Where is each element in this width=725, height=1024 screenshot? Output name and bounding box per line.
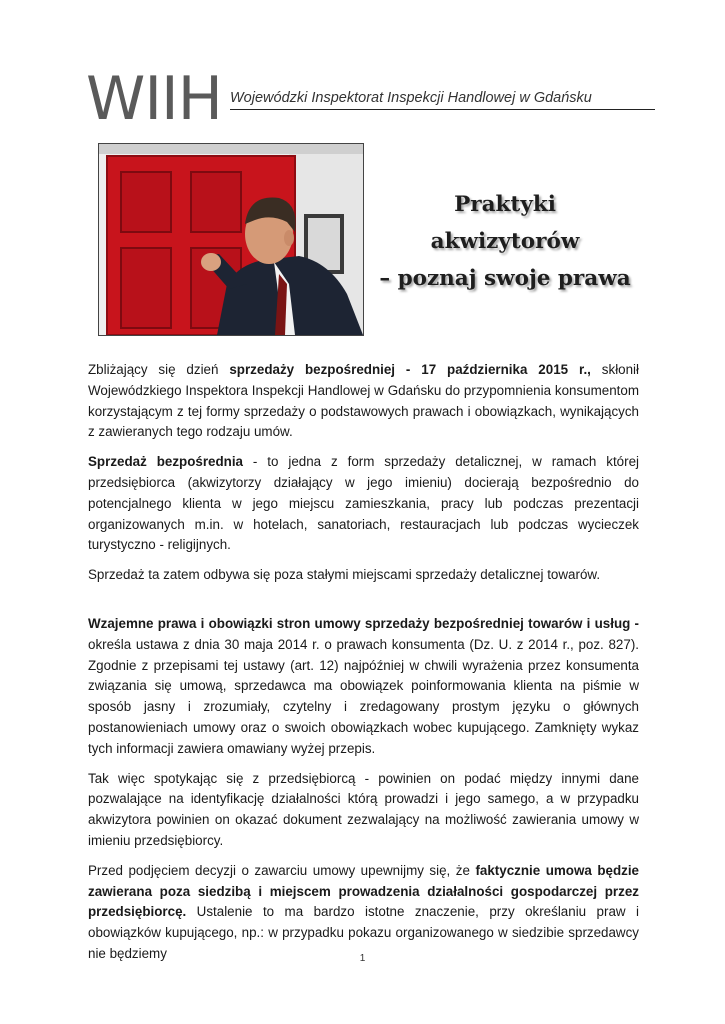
headline: [360, 186, 650, 297]
page-number: 1: [359, 953, 366, 964]
text-run: Tak więc spotykając się z przedsiębiorcą - powinien on podać między innymi dane pozwalające na identyfikację działalności którą prowadzi i jego samego, a w przypadku akwizytora powinien on okazać dokument zezwalający na możliwość zawierania umowy w imieniu przedsiębiorcy.: [88, 770, 639, 848]
text-run: skłonił Wojewódzkiego Inspektora Inspekcji Handlowej w Gdańsku do przypomnienia konsumentom korzystającym z tej formy sprzedaży o podstawowych prawach i obowiązkach, wynikających z zawieranych tego rodzaju umów.: [88, 362, 640, 440]
text-run: Zbliżający się dzień: [88, 362, 230, 377]
text-run: Przed podjęciem decyzji o zawarciu umowy upewnijmy się, że: [88, 862, 476, 878]
text-run: określa ustawa z dnia 30 maja 2014 r. o prawach konsumenta (Dz. U. z 2014 r., poz. 827). Zgodnie z przepisami tej ustawy (art. 12) najpóźniej w chwili wyrażenia przez konsumenta związania się umową, sprzedawca ma obowiązek poinformowania klienta na piśmie w sposób jasny i zrozumiały, czytelny i zredagowany prostym języku o głównych postanowieniach umowy oraz o swoich obowiązkach wobec kupującego. Zamknięty wykaz tych informacji zawiera omawiany wyżej przepis.: [88, 636, 639, 756]
wiih-logo: WIIH: [86, 64, 222, 134]
paragraph-4: [88, 614, 639, 760]
bold-text-run: Wzajemne prawa i obowiązki stron umowy sprzedaży bezpośredniej towarów i usług -: [88, 615, 639, 631]
bold-text-run: faktycznie umowa będzie zawierana poza siedzibą i miejscem prowadzenia działalności gospodarczej przez przedsiębiorcę.: [88, 862, 639, 920]
salesman-knocking-door-photo: [98, 143, 364, 336]
text-run: Ustalenie to ma bardzo istotne znaczenie, przy określaniu praw i obowiązków kupującego, np.: w przypadku pokazu organizowanego w siedzibie sprzedawcy nie będziemy: [88, 904, 639, 961]
headline-line-1: Praktyki: [454, 192, 556, 217]
paragraph-2: [88, 452, 639, 556]
paragraph-3: [88, 565, 639, 586]
article-body: [88, 360, 639, 974]
bold-text-run: Sprzedaż bezpośrednia: [88, 454, 244, 470]
paragraph-5: [88, 769, 639, 852]
headline-line-3: – poznaj swoje prawa: [379, 266, 631, 291]
text-run: - to jedna z form sprzedaży detalicznej, w ramach której przedsiębiorca (akwizytorzy działający w jego imieniu) docierają bezpośrednio do potencjalnego klienta w jego miejscu zamieszkania, pracy lub podczas prezentacji organizowanych m.in. w hotelach, sanatoriach, restauracjach lub podczas wycieczek turystyczno - religijnych.: [88, 454, 639, 553]
bold-text-run: sprzedaży bezpośredniej - 17 października 2015 r.,: [229, 362, 591, 377]
headline-line-2: akwizytorów: [430, 229, 580, 254]
paragraph-6: [88, 861, 639, 965]
header-rule: [230, 109, 655, 110]
text-run: Sprzedaż ta zatem odbywa się poza stałymi miejscami sprzedaży detalicznej towarów.: [88, 567, 601, 583]
paragraph-1: [88, 360, 639, 443]
organization-name: Wojewódzki Inspektorat Inspekcji Handlowej w Gdańsku: [230, 90, 592, 106]
